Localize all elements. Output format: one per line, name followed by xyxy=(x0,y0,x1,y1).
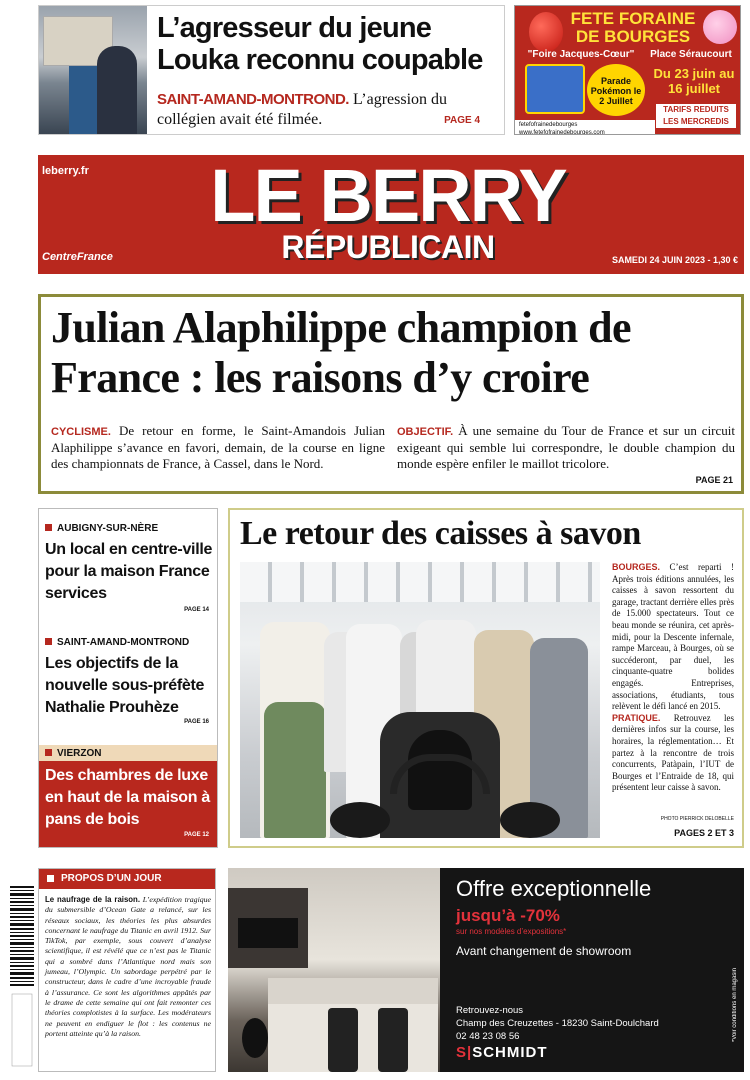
kitchen-photo xyxy=(228,868,440,1072)
brief-2-title[interactable]: Les objectifs de la nouvelle sous-préfète Nathalie Prouhèze xyxy=(45,655,205,716)
masthead xyxy=(38,155,744,274)
fete-tarifs: TARIFS REDUITS LES MERCREDIS xyxy=(655,103,737,129)
schmidt-discount: jusqu’à -70% xyxy=(456,906,560,925)
main-col2-kicker: OBJECTIF. xyxy=(397,426,454,438)
main-col1-text: De retour en forme, le Saint-Amandois Julian Alaphilippe s’avance en favori, demain, de la course en ligne des championnats de France, à Cassel, dans le Nord. xyxy=(51,423,386,471)
main-column-2 xyxy=(397,423,735,472)
schmidt-ad[interactable] xyxy=(228,868,744,1072)
teaser-kicker-text: L’agression du collégien avait été filmée. xyxy=(157,91,448,128)
teaser-kicker-place: SAINT-AMAND-MONTROND. xyxy=(157,91,349,108)
schmidt-address xyxy=(456,1004,659,1043)
main-story[interactable] xyxy=(38,294,744,494)
gendarme-shape xyxy=(97,46,137,134)
propos-body xyxy=(45,895,211,1039)
caisses-headline: Le retour des caisses à savon xyxy=(240,515,641,552)
fete-foire: "Foire Jacques-Cœur" xyxy=(527,49,635,60)
brief-2-page: PAGE 16 xyxy=(184,719,209,725)
teaser-page: PAGE 4 xyxy=(444,115,480,126)
schmidt-street: Champ des Creuzettes - 18230 Saint-Doulchard xyxy=(456,1018,659,1029)
main-column-1 xyxy=(51,423,385,472)
centre-france-logo: CentreFrance xyxy=(42,251,113,263)
main-headline: Julian Alaphilippe champion de France : les raisons d’y croire xyxy=(51,303,631,402)
masthead-date-price: SAMEDI 24 JUIN 2023 - 1,30 € xyxy=(611,255,738,265)
pokemon-image xyxy=(525,64,585,114)
caisses-text-2: Retrouvez les dernières infos sur la course, les horaires, la réglementation… Et partez à la rencontre de trois concurrents, Patàpain, l’IUT de Bourges et l’Entraide de 18, qui présentent leur caisse à savon. xyxy=(612,712,735,793)
masthead-title: LE BERRY xyxy=(210,154,566,237)
main-page-ref: PAGE 21 xyxy=(695,475,733,485)
caisses-kicker-2: PRATIQUE. xyxy=(612,712,661,723)
main-col2-text: À une semaine du Tour de France et sur un circuit exigeant qui semble lui correspondre, le double champion du monde espère enfiler le maillot tricolore. xyxy=(397,423,735,471)
fete-footer xyxy=(515,120,655,135)
barcode-image xyxy=(10,886,34,1068)
photo-credit: PHOTO PIERRICK DELOBELLE xyxy=(660,816,734,822)
teaser-photo xyxy=(39,6,147,134)
caisses-photo xyxy=(240,562,600,838)
top-teaser[interactable] xyxy=(38,5,505,135)
schmidt-phone: 02 48 23 08 56 xyxy=(456,1031,520,1042)
car-door-shape xyxy=(69,66,99,134)
caisses-pages: PAGES 2 ET 3 xyxy=(674,828,734,838)
caisses-text-1: C’est reparti ! Après trois éditions annulées, les caisses à savon ressortent du garage, tractant derrière elles près de 15.000 spectateurs. Tout ce beau monde se réunira, cet après-midi, pour la Descente infernale, rampe Marceau, à Bourges, où se succéderont, par duel, les cinquante-quatre bolides engagés. Entreprises, associations, étudiants, tous relèvent le défi lancé en 2015. xyxy=(612,562,734,712)
schmidt-logo-text: SCHMIDT xyxy=(472,1044,548,1061)
caisses-text xyxy=(612,562,734,794)
brief-1-title[interactable]: Un local en centre-ville pour la maison France services xyxy=(45,541,213,602)
briefs-column xyxy=(38,508,218,848)
propos-header: PROPOS D’UN JOUR xyxy=(39,869,215,889)
schmidt-conditions: *Voir conditions en magasin xyxy=(732,968,738,1043)
fete-title: FETE FORAINE DE BOURGES xyxy=(570,9,696,46)
main-col1-kicker: CYCLISME. xyxy=(51,426,111,438)
propos-text: L’expédition tragique du submersible d’Ocean Gate a relancé, sur les réseaux sociaux, les théories les plus absurdes concernant le naufrage du Titanic en avril 1912. Sur TikTok, par exemple, sous couvert d’analyse scientifique, il est révélé que ce n’est pas le Titanic qui a sombré dans l’Atlantique nord mais son jumeau, l’Olympic. Un sabordage perpétré par le constructeur, dans le cadre d’une incroyable fraude à l’assurance. Ce sont les algorithmes appâtés par le drame de cette semaine qui ont fait remonter ces théories complotistes à la surface. Les modérateurs ne peuvent en endiguer le flot : les contenus ne portent atteinte qu’à la raison. xyxy=(45,895,211,1038)
fete-place: Place Séraucourt xyxy=(650,49,732,60)
propos-box[interactable] xyxy=(38,868,216,1072)
brief-3-title: Des chambres de luxe en haut de la maison à pans de bois xyxy=(45,767,211,828)
teaser-title: L’agresseur du jeune Louka reconnu coupable xyxy=(157,12,483,76)
masthead-site[interactable]: leberry.fr xyxy=(42,165,89,177)
schmidt-logo-mark: S| xyxy=(456,1044,473,1061)
brief-3-kicker: VIERZON xyxy=(45,748,101,759)
fete-facebook: fetefofrainedebourges xyxy=(519,122,578,128)
brief-1-page: PAGE 14 xyxy=(184,607,209,613)
propos-lead: Le naufrage de la raison. xyxy=(45,895,140,904)
brief-3-page: PAGE 12 xyxy=(184,832,209,838)
caisses-story[interactable] xyxy=(228,508,744,848)
cotton-candy-icon xyxy=(703,10,737,44)
fete-site: www.fetefofrainedebourges.com xyxy=(519,130,605,135)
fete-parade: Parade Pokémon le 2 Juillet xyxy=(587,64,645,116)
balloon-icon xyxy=(529,12,563,52)
brief-1-kicker: AUBIGNY-SUR-NÈRE xyxy=(45,523,158,534)
schmidt-retrouvez: Retrouvez-nous xyxy=(456,1005,524,1016)
schmidt-logo xyxy=(456,1044,548,1061)
schmidt-offre: Offre exceptionnelle xyxy=(456,876,652,901)
schmidt-sur: sur nos modèles d’expositions* xyxy=(456,927,567,936)
fete-foraine-ad[interactable] xyxy=(514,5,741,135)
caisses-kicker-1: BOURGES. xyxy=(612,562,661,572)
brief-3-box[interactable] xyxy=(39,745,217,847)
masthead-subtitle: RÉPUBLICAIN xyxy=(281,229,495,265)
fete-dates: Du 23 juin au 16 juillet xyxy=(653,66,735,96)
brief-2-kicker: SAINT-AMAND-MONTROND xyxy=(45,637,189,648)
schmidt-avant: Avant changement de showroom xyxy=(456,944,632,958)
